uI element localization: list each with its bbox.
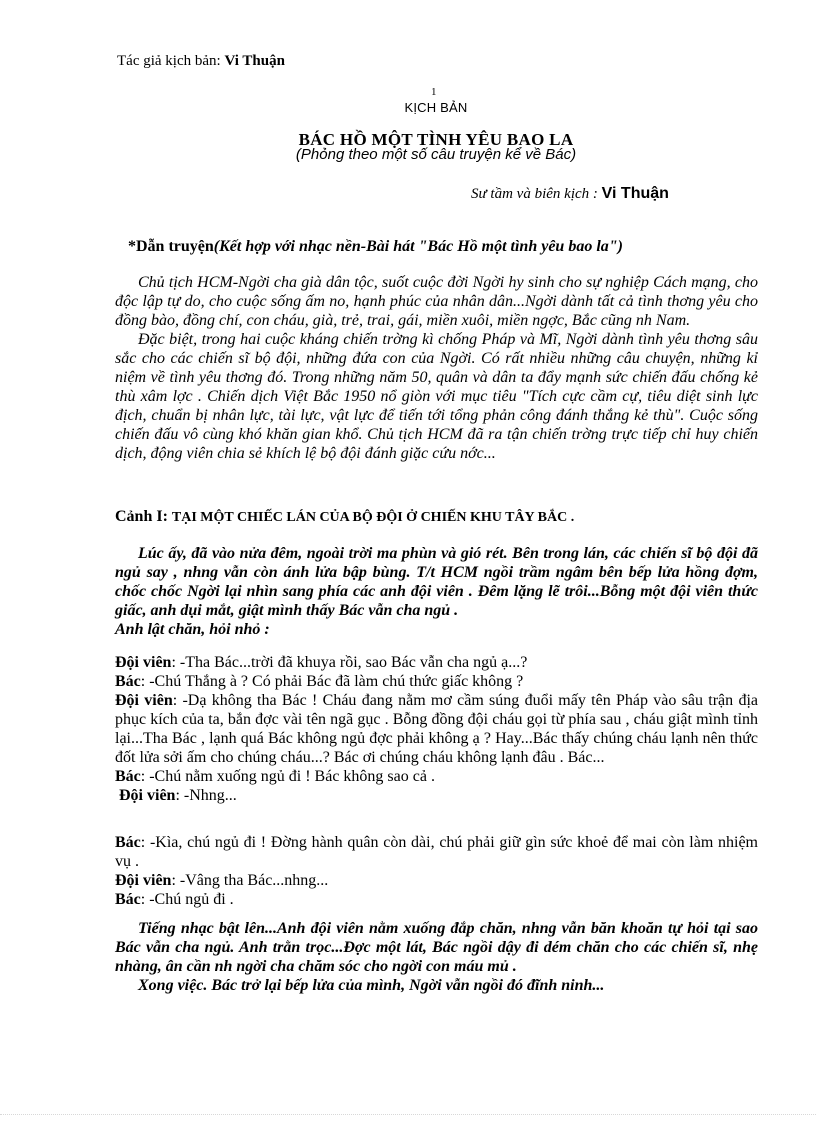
scene-title: TẠI MỘT CHIẾC LÁN CỦA BỘ ĐỘI Ở CHIẾN KHU TÂY BẮC .	[171, 510, 575, 525]
scene-paragraph: Lúc ấy, đã vào nửa đêm, ngoài trời ma phùn và gió rét. Bên trong lán, các chiến sĩ bộ đội đã ngủ say , nhng vẫn còn ánh lửa bập bùng. T/t HCM ngồi trầm ngâm bên bếp lửa hồng đợm, chốc chốc Ngời lại nhìn sang phía các anh đội viên . Đêm lặng lẽ trôi...Bỗng một đội viên thức giấc, anh dụi mắt, giật mình thấy Bác vẫn cha ngủ .	[115, 545, 758, 619]
dialogue-text: : -Chú Thắng à ? Có phải Bác đã làm chú thức giấc không ?	[140, 673, 524, 690]
dialogue-line	[115, 672, 758, 691]
scene-label: Cảnh I:	[115, 508, 168, 525]
speaker: Đội viên	[115, 872, 172, 889]
intro-paragraph: Chủ tịch HCM-Ngời cha già dân tộc, suốt cuộc đời Ngời hy sinh cho sự nghiệp Cách mạng, cho độc lập tự do, cho cuộc sống ấm no, hạnh phúc của nhân dân...Ngời dành tất cả tình thơng yêu cho đồng bào, đồng chí, con cháu, già, trẻ, trai, gái, miền xuôi, miền ngợc, Bắc cũng nh Nam.	[115, 274, 758, 329]
speaker: Đội viên	[119, 787, 176, 804]
speaker: Bác	[115, 673, 141, 690]
author-name: Vi Thuận	[224, 53, 285, 69]
dialogue-text: : -Vâng tha Bác...nhng...	[171, 872, 329, 889]
page-number: 1	[431, 86, 437, 98]
dialogue-text: : -Tha Bác...trời đã khuya rồi, sao Bác vẫn cha ngủ ạ...?	[171, 654, 528, 671]
dialogue-line	[115, 653, 758, 672]
stage-note: Anh lật chăn, hỏi nhỏ :	[115, 621, 270, 638]
scene-heading	[115, 508, 574, 526]
dialogue-text: : -Chú ngủ đi .	[140, 891, 234, 908]
closing-section	[115, 919, 758, 995]
intro-paragraph: Đặc biệt, trong hai cuộc kháng chiến trờng kì chống Pháp và Mĩ, Ngời dành tình yêu thơng sâu sắc cho các chiến sĩ bộ đội, những đứa con của Ngời. Có rất nhiều những câu chuyện, những kỉ niệm về tình yêu thơng đó. Trong những năm 50, quân và dân ta đẩy mạnh sức chiến đấu chống kẻ thù xâm lợc . Chiến dịch Việt Bắc 1950 nổ giòn với mục tiêu "Tích cực cầm cự, tiêu diệt sinh lực địch, chuẩn bị nhân lực, tài lực, vật lực để tiến tới tổng phản công đánh thắng kẻ thù". Cuộc sống chiến đấu vô cùng khó khăn gian khổ. Chủ tịch HCM đã ra tận chiến trờng trực tiếp chỉ huy chiến dịch, động viên chia sẻ khích lệ bộ đội đánh giặc cứu nớc...	[115, 331, 758, 462]
narrator-heading	[128, 238, 623, 256]
speaker: Đội viên	[115, 692, 173, 709]
author-line	[117, 53, 285, 70]
collected-by-line	[471, 185, 669, 203]
speaker: Bác	[115, 768, 141, 785]
closing-paragraph: Xong việc. Bác trở lại bếp lửa của mình, Ngời vẫn ngồi đó đĩnh ninh...	[138, 977, 605, 994]
dialogue-line	[115, 767, 758, 786]
author-label: Tác giả kịch bản:	[117, 53, 221, 69]
page-subtitle: (Phỏng theo một số câu truyện kể về Bác)	[295, 146, 577, 163]
narrator-note: (Kết hợp với nhạc nền-Bài hát "Bác Hồ một tình yêu bao la")	[213, 238, 623, 255]
page-bottom-divider	[0, 1114, 816, 1115]
dialogue-line	[115, 890, 758, 909]
dialogue-block	[115, 653, 758, 805]
dialogue-text: : -Dạ không tha Bác ! Cháu đang nằm mơ cầm súng đuổi mấy tên Pháp vào sâu trận địa phục kích của ta, bắn đợc vài tên ngã gục . Bỗng đồng đội cháu gọi từ phía sau , cháu giật mình tỉnh lại...Tha Bác , lạnh quá Bác không ngủ đợc phải không ạ ? Hay...Bác thấy chúng cháu lạnh nên thức đốt lửa sởi ấm cho chúng cháu...? Bác ơi chúng cháu không lạnh đâu . Bác...	[115, 692, 758, 766]
dialogue-text: : -Chú nằm xuống ngủ đi ! Bác không sao cả .	[140, 768, 435, 785]
scene-description	[115, 544, 758, 639]
speaker: Bác	[115, 891, 141, 908]
closing-paragraph: Tiếng nhạc bật lên...Anh đội viên nằm xuống đắp chăn, nhng vẫn băn khoăn tự hỏi tại sao Bác vẫn cha ngủ. Anh trằn trọc...Đợc một lát, Bác ngồi dậy đi dém chăn cho các chiến sĩ, nhẹ nhàng, ân cần nh ngời cha chăm sóc cho ngời con máu mủ .	[115, 920, 758, 975]
dialogue-line	[115, 691, 758, 767]
dialogue-line	[115, 833, 758, 871]
page-title: BÁC HỒ MỘT TÌNH YÊU BAO LA	[298, 130, 574, 149]
narrator-label: *Dẫn truyện	[128, 238, 214, 255]
speaker: Đội viên	[115, 654, 172, 671]
dialogue-line	[115, 871, 758, 890]
dialogue-text: : -Nhng...	[175, 787, 237, 804]
dialogue-line	[115, 786, 758, 805]
speaker: Bác	[115, 834, 141, 851]
dialogue-block-2	[115, 833, 758, 909]
collected-name: Vi Thuận	[601, 185, 669, 202]
dialogue-text: : -Kìa, chú ngủ đi ! Đờng hành quân còn dài, chú phải giữ gìn sức khoẻ để mai còn làm nhiệm vụ .	[115, 834, 758, 870]
intro-section	[115, 273, 758, 463]
collected-label: Sư tầm và biên kịch :	[471, 186, 598, 202]
document-type: KỊCH BẢN	[404, 100, 468, 115]
